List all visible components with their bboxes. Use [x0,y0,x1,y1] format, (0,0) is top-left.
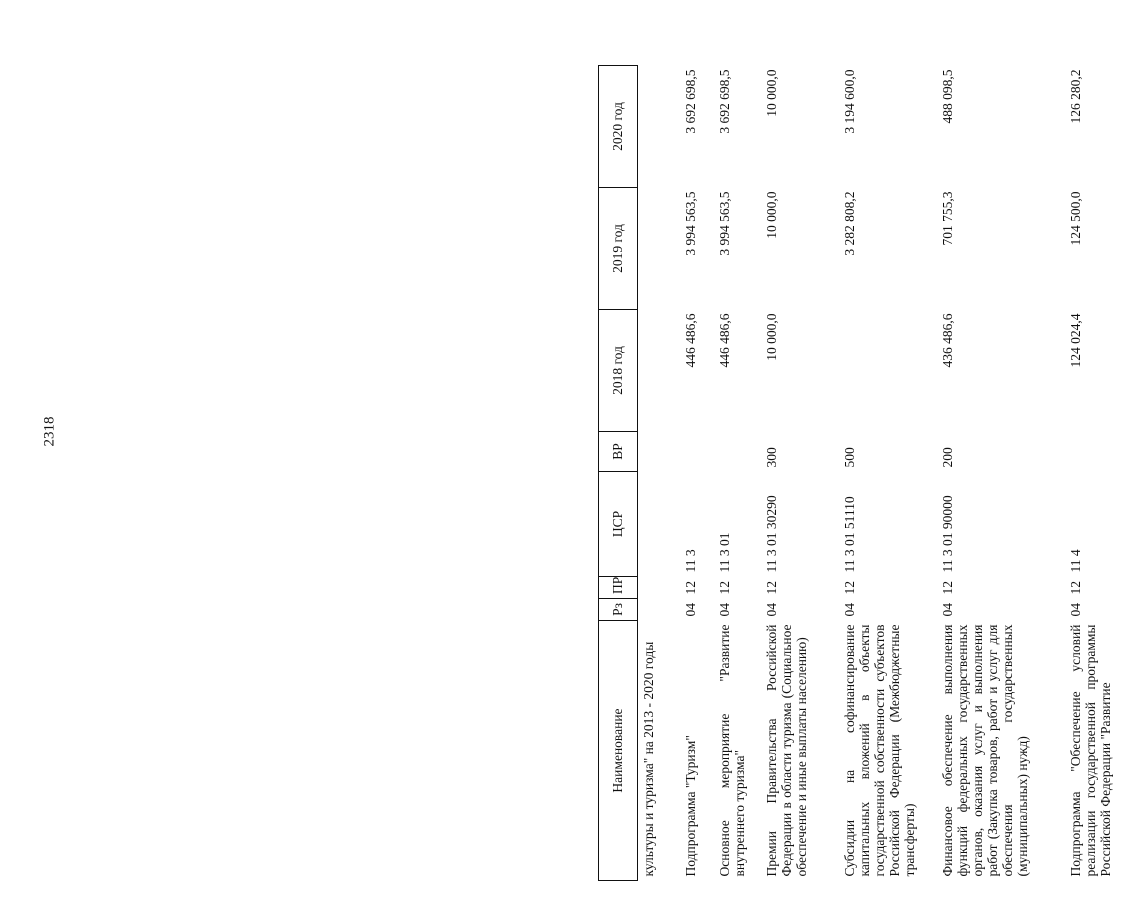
page-number: 2318 [41,416,58,447]
row-vr: 500 [842,447,857,468]
header-2019: 2019 год [599,188,638,310]
table-row [638,66,681,881]
row-2019 [638,188,681,310]
row-2020: 3 194 600,0 [842,69,857,134]
header-name: Наименование [599,621,638,881]
table-row [714,66,761,881]
row-vr [714,432,761,472]
row-pr: 12 [683,581,698,595]
table-row [680,66,714,881]
header-2018: 2018 год [599,310,638,432]
row-2019: 3 282 808,2 [842,191,857,256]
row-name: культуры и туризма" на 2013 - 2020 годы [641,641,656,877]
table-row [839,66,937,881]
row-rz: 04 [842,603,857,617]
row-name: Премии Правительства Российской Федерации в области туризма (Социальное обеспечение и иные выплаты населению) [764,624,809,877]
row-2019: 124 500,0 [1068,191,1083,246]
table-header-row [599,66,638,881]
row-csr: 11 3 01 51110 [842,496,857,573]
row-csr: 11 3 01 30290 [764,495,779,573]
row-2018 [839,310,937,432]
row-vr: 200 [940,447,955,468]
row-rz: 04 [683,603,698,617]
row-2020: 488 098,5 [940,69,955,124]
row-csr [638,472,681,577]
row-vr [680,432,714,472]
row-pr: 12 [1068,581,1083,595]
row-pr [638,577,681,599]
header-pr: ПР [599,577,638,599]
row-rz: 04 [717,603,732,617]
row-pr: 12 [717,581,732,595]
row-name: Подпрограмма "Обеспечение условий реализации государственной программы Российской Федерации "Развитие [1068,624,1113,877]
row-name: Подпрограмма "Туризм" [683,735,698,877]
row-2018: 446 486,6 [683,313,698,368]
row-2019: 701 755,3 [940,191,955,246]
row-rz: 04 [940,603,955,617]
row-rz [638,599,681,621]
row-2019: 3 994 563,5 [683,191,698,256]
row-2020: 3 692 698,5 [683,69,698,134]
budget-table [598,65,1141,881]
row-csr: 11 3 01 90000 [940,495,955,573]
row-2018: 124 024,4 [1068,313,1083,368]
row-2020: 126 280,2 [1068,69,1083,124]
row-pr: 12 [940,581,955,595]
table-row [761,66,839,881]
row-vr [1065,432,1141,472]
row-2018: 446 486,6 [717,313,732,368]
row-name: Финансовое обеспечение выполнения функций федеральных государственных органов, оказания услуг и выполнения работ (Закупка товаров, работ и услуг для обеспечения государственных (муниципальных) нужд) [940,624,1030,877]
row-rz: 04 [1068,603,1083,617]
header-csr: ЦСР [599,472,638,577]
row-2020: 3 692 698,5 [717,69,732,134]
table-row [937,66,1065,881]
row-vr [638,432,681,472]
row-csr: 11 4 [1068,549,1083,573]
row-csr: 11 3 [683,549,698,573]
row-2020 [638,66,681,188]
row-2018: 436 486,6 [940,313,955,368]
header-rz: Рз [599,599,638,621]
row-name: Основное мероприятие "Развитие внутреннего туризма" [717,624,747,877]
table-row [1065,66,1141,881]
header-vr: ВР [599,432,638,472]
row-vr: 300 [764,447,779,468]
row-2019: 10 000,0 [764,191,779,239]
row-rz: 04 [764,603,779,617]
row-2019: 3 994 563,5 [717,191,732,256]
row-2018: 10 000,0 [764,313,779,361]
row-name: Субсидии на софинансирование капитальных вложений в объекты государственной собственности субъектов Российской Федерации (Межбюджетные трансферты) [842,624,917,877]
row-csr: 11 3 01 [717,532,732,573]
row-2018 [638,310,681,432]
row-2020: 10 000,0 [764,69,779,117]
row-pr: 12 [764,581,779,595]
budget-table-rotated [598,66,1128,881]
row-pr: 12 [842,581,857,595]
header-2020: 2020 год [599,66,638,188]
